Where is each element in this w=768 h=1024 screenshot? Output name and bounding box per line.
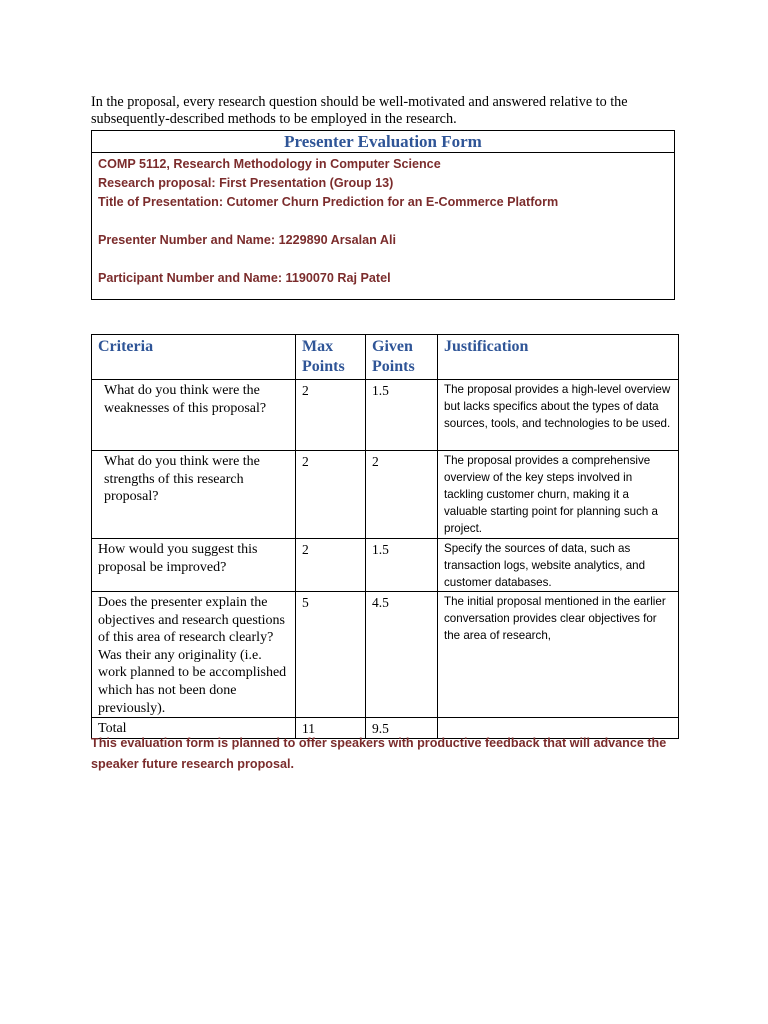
presenter-line: Presenter Number and Name: 1229890 Arsalan Ali (98, 233, 396, 247)
course-line: COMP 5112, Research Methodology in Computer Science (98, 157, 441, 171)
justification-cell: The proposal provides a high-level overview but lacks specifics about the types of data sources, tools, and technologies to be used. (438, 380, 679, 451)
justification-cell: The initial proposal mentioned in the earlier conversation provides clear objectives for the area of research, (438, 592, 679, 718)
total-label: Total (92, 718, 296, 739)
criteria-header: Criteria (92, 335, 296, 380)
given-points-cell: 2 (366, 451, 438, 539)
given-points-cell: 1.5 (366, 539, 438, 592)
table-header-row (92, 335, 679, 380)
criteria-cell: How would you suggest this proposal be improved? (92, 539, 296, 592)
evaluation-form-header (91, 130, 675, 300)
intro-paragraph: In the proposal, every research question should be well-motivated and answered relative to the subsequently-described methods to be employed in the research. (91, 94, 628, 127)
table-row (92, 451, 679, 539)
form-details (92, 153, 674, 288)
total-max-points: 11 (296, 718, 366, 739)
max-points-cell: 2 (296, 451, 366, 539)
max-points-cell: 5 (296, 592, 366, 718)
criteria-cell: What do you think were the strengths of this research proposal? (92, 451, 296, 539)
justification-cell: The proposal provides a comprehensive overview of the key steps involved in tackling customer churn, making it a valuable starting point for planning such a project. (438, 451, 679, 539)
max-points-cell: 2 (296, 380, 366, 451)
form-title: Presenter Evaluation Form (92, 131, 674, 153)
table-row (92, 380, 679, 451)
presentation-title-line: Title of Presentation: Cutomer Churn Prediction for an E-Commerce Platform (98, 195, 559, 209)
given-points-header: Given Points (366, 335, 438, 380)
footer-note: This evaluation form is planned to offer speakers with productive feedback that will advance the speaker future research proposal. (91, 736, 667, 771)
given-points-cell: 4.5 (366, 592, 438, 718)
criteria-cell: What do you think were the weaknesses of this proposal? (92, 380, 296, 451)
max-points-header: Max Points (296, 335, 366, 380)
proposal-line: Research proposal: First Presentation (Group 13) (98, 176, 394, 190)
total-given-points: 9.5 (366, 718, 438, 739)
given-points-cell: 1.5 (366, 380, 438, 451)
table-row (92, 539, 679, 592)
justification-cell: Specify the sources of data, such as transaction logs, website analytics, and customer databases. (438, 539, 679, 592)
table-row (92, 592, 679, 718)
justification-header: Justification (438, 335, 679, 380)
evaluation-table (91, 334, 679, 739)
max-points-cell: 2 (296, 539, 366, 592)
criteria-cell: Does the presenter explain the objectives and research questions of this area of research clearly? Was their any originality (i.e. work planned to be accomplished which has not been done previously). (92, 592, 296, 718)
participant-line: Participant Number and Name: 1190070 Raj Patel (98, 271, 391, 285)
